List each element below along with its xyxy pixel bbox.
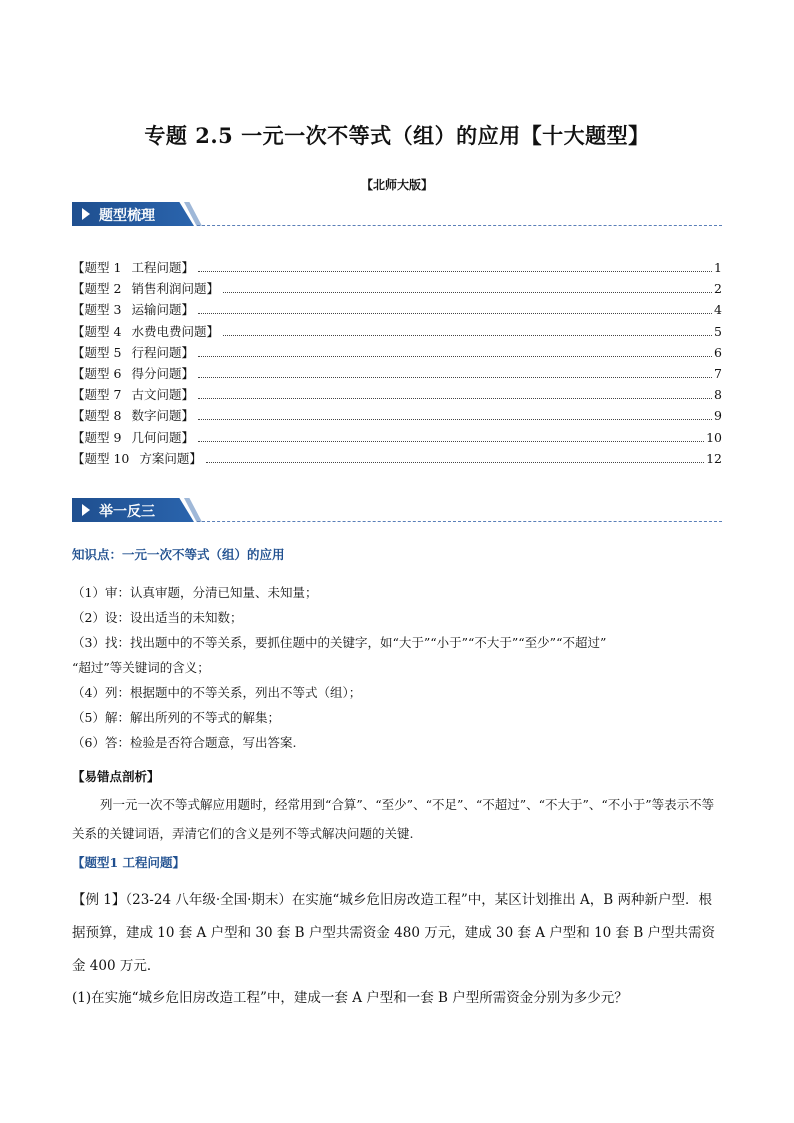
- toc-entry-page: 4: [714, 302, 722, 318]
- toc-entry-number: 【题型 9: [72, 429, 122, 445]
- step-item: （4）列：根据题中的不等关系，列出不等式（组）；: [72, 685, 362, 700]
- toc-leader-dots: [198, 261, 712, 272]
- step-item: （6）答：检验是否符合题意，写出答案.: [72, 735, 297, 750]
- toc-leader-dots: [223, 325, 712, 336]
- toc-entry-title: 几何问题】: [131, 429, 194, 445]
- section-label: 举一反三: [99, 504, 155, 520]
- toc-entry-number: 【题型 5: [72, 344, 122, 360]
- toc-leader-dots: [198, 367, 712, 378]
- toc-entry-page: 10: [706, 429, 722, 445]
- toc-entry-title: 古文问题】: [131, 387, 194, 403]
- step-item: （2）设：设出适当的未知数；: [72, 610, 243, 625]
- toc-entry-page: 5: [714, 323, 722, 339]
- toc-entry[interactable]: [72, 258, 722, 279]
- question-1: (1)在实施“城乡危旧房改造工程”中，建成一套 A 户型和一套 B 户型所需资金分别为多少元？: [72, 990, 628, 1006]
- dashed-divider: [197, 521, 722, 522]
- toc-leader-dots: [198, 346, 712, 357]
- dashed-divider: [197, 225, 722, 226]
- toc-leader-dots: [223, 282, 712, 293]
- toc-entry-title: 数字问题】: [131, 408, 194, 424]
- step-item: （5）解：解出所列的不等式的解集；: [72, 710, 280, 725]
- toc-entry-number: 【题型 8: [72, 408, 122, 424]
- toc-entry[interactable]: [72, 322, 722, 343]
- knowledge-point-title: 知识点：一元一次不等式（组）的应用: [72, 547, 285, 562]
- toc-entry-page: 2: [714, 281, 722, 297]
- toc-leader-dots: [206, 452, 704, 463]
- toc-entry[interactable]: [72, 364, 722, 385]
- toc-leader-dots: [198, 388, 712, 399]
- toc-entry[interactable]: [72, 385, 722, 406]
- toc-entry-number: 【题型 10: [72, 450, 130, 466]
- toc-entry-title: 得分问题】: [131, 365, 194, 381]
- toc-entry-number: 【题型 7: [72, 387, 122, 403]
- section-header-catalog: [72, 202, 722, 226]
- toc-entry-number: 【题型 6: [72, 365, 122, 381]
- toc-entry-title: 行程问题】: [131, 344, 194, 360]
- toc-leader-dots: [198, 431, 704, 442]
- step-item: （1）审：认真审题，分清已知量、未知量；: [72, 585, 318, 600]
- toc-entry-title: 方案问题】: [139, 450, 202, 466]
- toc-leader-dots: [198, 409, 712, 420]
- toc-entry-title: 运输问题】: [131, 302, 194, 318]
- section-header-practice: [72, 498, 722, 522]
- toc-entry-title: 工程问题】: [131, 260, 194, 275]
- step-item: （3）找：找出题中的不等关系，要抓住题中的关键字，如“大于”“小于”“不大于”“至少”“不超过”: [72, 635, 607, 650]
- edition-label: 【北师大版】: [360, 178, 433, 192]
- play-arrow-icon: [82, 504, 90, 516]
- example-1-text: 【例 1】（23-24 八年级·全国·期末）在实施“城乡危旧房改造工程”中，某区计划推出 A，B 两种新户型．根据预算，建成 10 套 A 户型和 30 套 B 户型共需资金 480 万元，建成 30 套 A 户型和 10 套 B 户型共需资金 400 万元．: [72, 892, 716, 974]
- document-title: 专题 2.5 一元一次不等式（组）的应用【十大题型】: [144, 123, 650, 148]
- toc-entry-number: 【题型 1: [72, 260, 122, 275]
- toc-entry[interactable]: [72, 279, 722, 300]
- toc-entry[interactable]: [72, 343, 722, 364]
- play-arrow-icon: [82, 208, 90, 220]
- section-label: 题型梳理: [99, 208, 155, 224]
- toc-entry[interactable]: [72, 300, 722, 321]
- knowledge-steps: [72, 580, 724, 755]
- toc-entry-title: 销售利润问题】: [131, 281, 219, 297]
- toc-entry[interactable]: [72, 406, 722, 427]
- toc-leader-dots: [198, 303, 712, 314]
- error-analysis-body: 列一元一次不等式解应用题时，经常用到“合算”、“至少”、“不足”、“不超过”、“不大于”、“不小于”等表示不等关系的关键词语，弄清它们的含义是列不等式解决问题的关键.: [72, 797, 715, 841]
- toc-entry-page: 7: [714, 365, 722, 381]
- toc-entry-number: 【题型 2: [72, 281, 122, 297]
- toc-entry[interactable]: [72, 449, 722, 470]
- toc-entry-title: 水费电费问题】: [131, 323, 219, 339]
- toc-entry-page: 1: [714, 260, 722, 275]
- toc-entry-number: 【题型 4: [72, 323, 122, 339]
- toc-entry-page: 12: [706, 450, 722, 466]
- table-of-contents: [72, 258, 722, 470]
- toc-entry-page: 9: [714, 408, 722, 424]
- type1-heading: 【题型1 工程问题】: [72, 855, 186, 870]
- error-analysis-title: 【易错点剖析】: [72, 769, 160, 784]
- step-item: “超过”等关键词的含义；: [72, 660, 210, 675]
- toc-entry-page: 6: [714, 344, 722, 360]
- toc-entry[interactable]: [72, 428, 722, 449]
- toc-entry-page: 8: [714, 387, 722, 403]
- toc-entry-number: 【题型 3: [72, 302, 122, 318]
